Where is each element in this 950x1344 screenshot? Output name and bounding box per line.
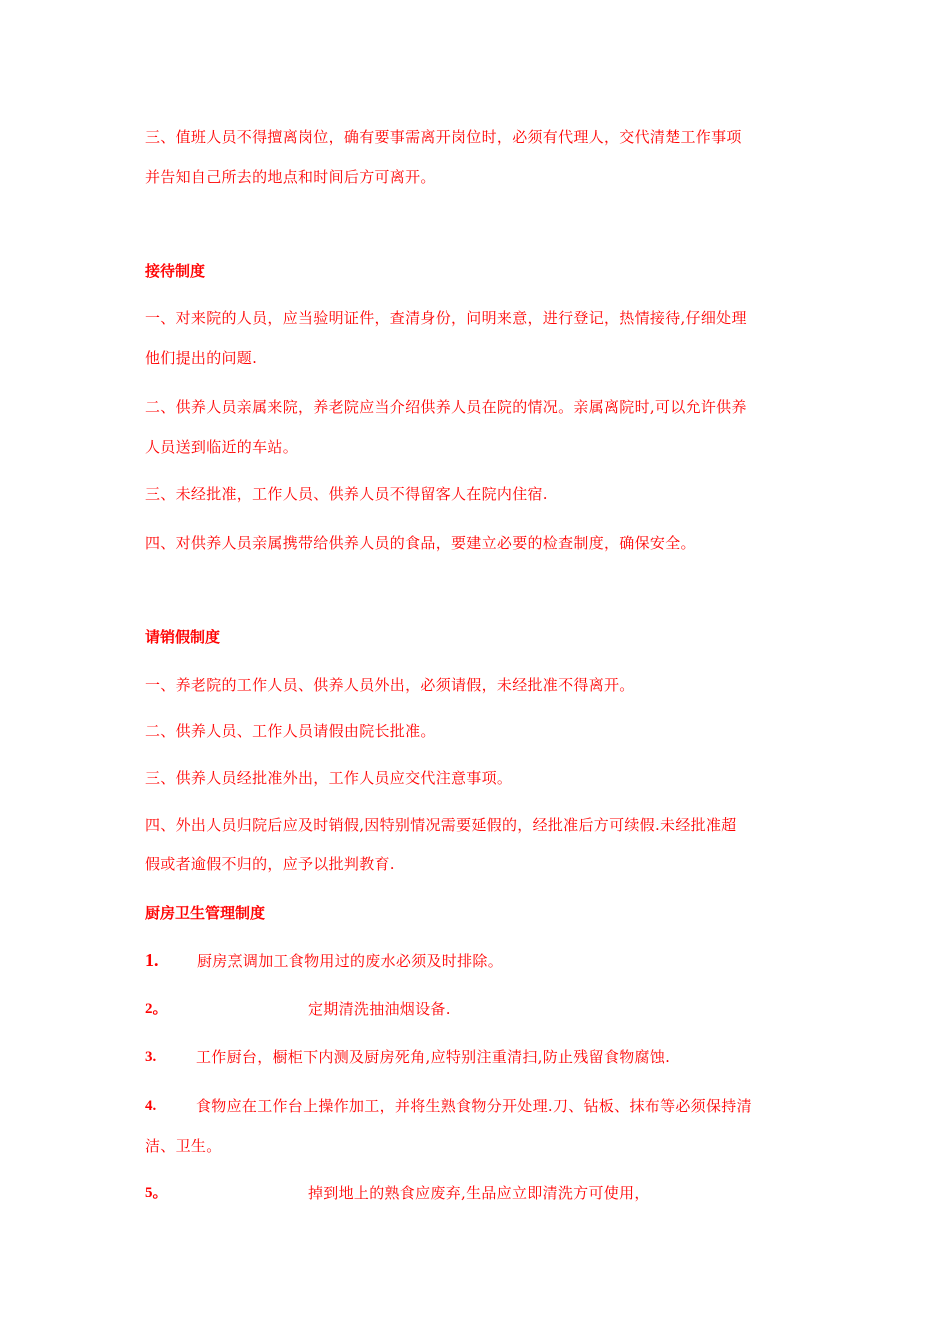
- kitchen-item-text: 定期清洗抽油烟设备.: [308, 1000, 451, 1018]
- kitchen-item-number: 4.: [145, 1098, 157, 1114]
- reception-rule-3: 三、未经批准，工作人员、供养人员不得留客人在院内住宿.: [145, 485, 548, 503]
- leave-rule-4-line-1: 四、外出人员归院后应及时销假,因特别情况需要延假的，经批准后方可续假.未经批准超: [145, 816, 737, 834]
- kitchen-item-number: 1.: [145, 950, 159, 970]
- reception-rule-1-line-1: 一、对来院的人员，应当验明证件，查清身份，问明来意，进行登记，热情接待,仔细处理: [145, 309, 747, 327]
- kitchen-item-text: 厨房烹调加工食物用过的废水必须及时排除。: [197, 952, 504, 970]
- leave-rule-2: 二、供养人员、工作人员请假由院长批准。: [145, 722, 436, 740]
- reception-rule-2-line-2: 人员送到临近的车站。: [145, 438, 299, 456]
- kitchen-item-number: 5。: [145, 1185, 168, 1201]
- kitchen-title: 厨房卫生管理制度: [145, 904, 266, 922]
- duty-rule-3-line-2: 并告知自己所去的地点和时间后方可离开。: [145, 168, 436, 186]
- kitchen-item-number: 2。: [145, 1001, 168, 1017]
- duty-rule-3-line-1: 三、值班人员不得擅离岗位，确有要事需离开岗位时，必须有代理人，交代清楚工作事项: [145, 128, 742, 146]
- kitchen-item-number: 3.: [145, 1049, 157, 1065]
- leave-title: 请销假制度: [145, 628, 221, 646]
- kitchen-item-text: 掉到地上的熟食应废弃,生品应立即清洗方可使用，: [308, 1184, 650, 1202]
- leave-rule-3: 三、供养人员经批准外出，工作人员应交代注意事项。: [145, 769, 513, 787]
- reception-rule-4: 四、对供养人员亲属携带给供养人员的食品，要建立必要的检查制度，确保安全。: [145, 534, 696, 552]
- kitchen-item-text: 工作厨台，橱柜下内测及厨房死角,应特别注重清扫,防止残留食物腐蚀.: [196, 1048, 671, 1066]
- reception-title: 接待制度: [145, 262, 206, 280]
- leave-rule-4-line-2: 假或者逾假不归的，应予以批判教育.: [145, 855, 395, 873]
- kitchen-item-text: 食物应在工作台上操作加工，并将生熟食物分开处理.刀、钻板、抹布等必须保持清: [196, 1097, 752, 1115]
- kitchen-item-text-continued: 洁、卫生。: [145, 1137, 222, 1155]
- leave-rule-1: 一、养老院的工作人员、供养人员外出，必须请假，未经批准不得离开。: [145, 676, 635, 694]
- reception-rule-1-line-2: 他们提出的问题.: [145, 349, 258, 367]
- reception-rule-2-line-1: 二、供养人员亲属来院，养老院应当介绍供养人员在院的情况。亲属离院时,可以允许供养: [145, 398, 747, 416]
